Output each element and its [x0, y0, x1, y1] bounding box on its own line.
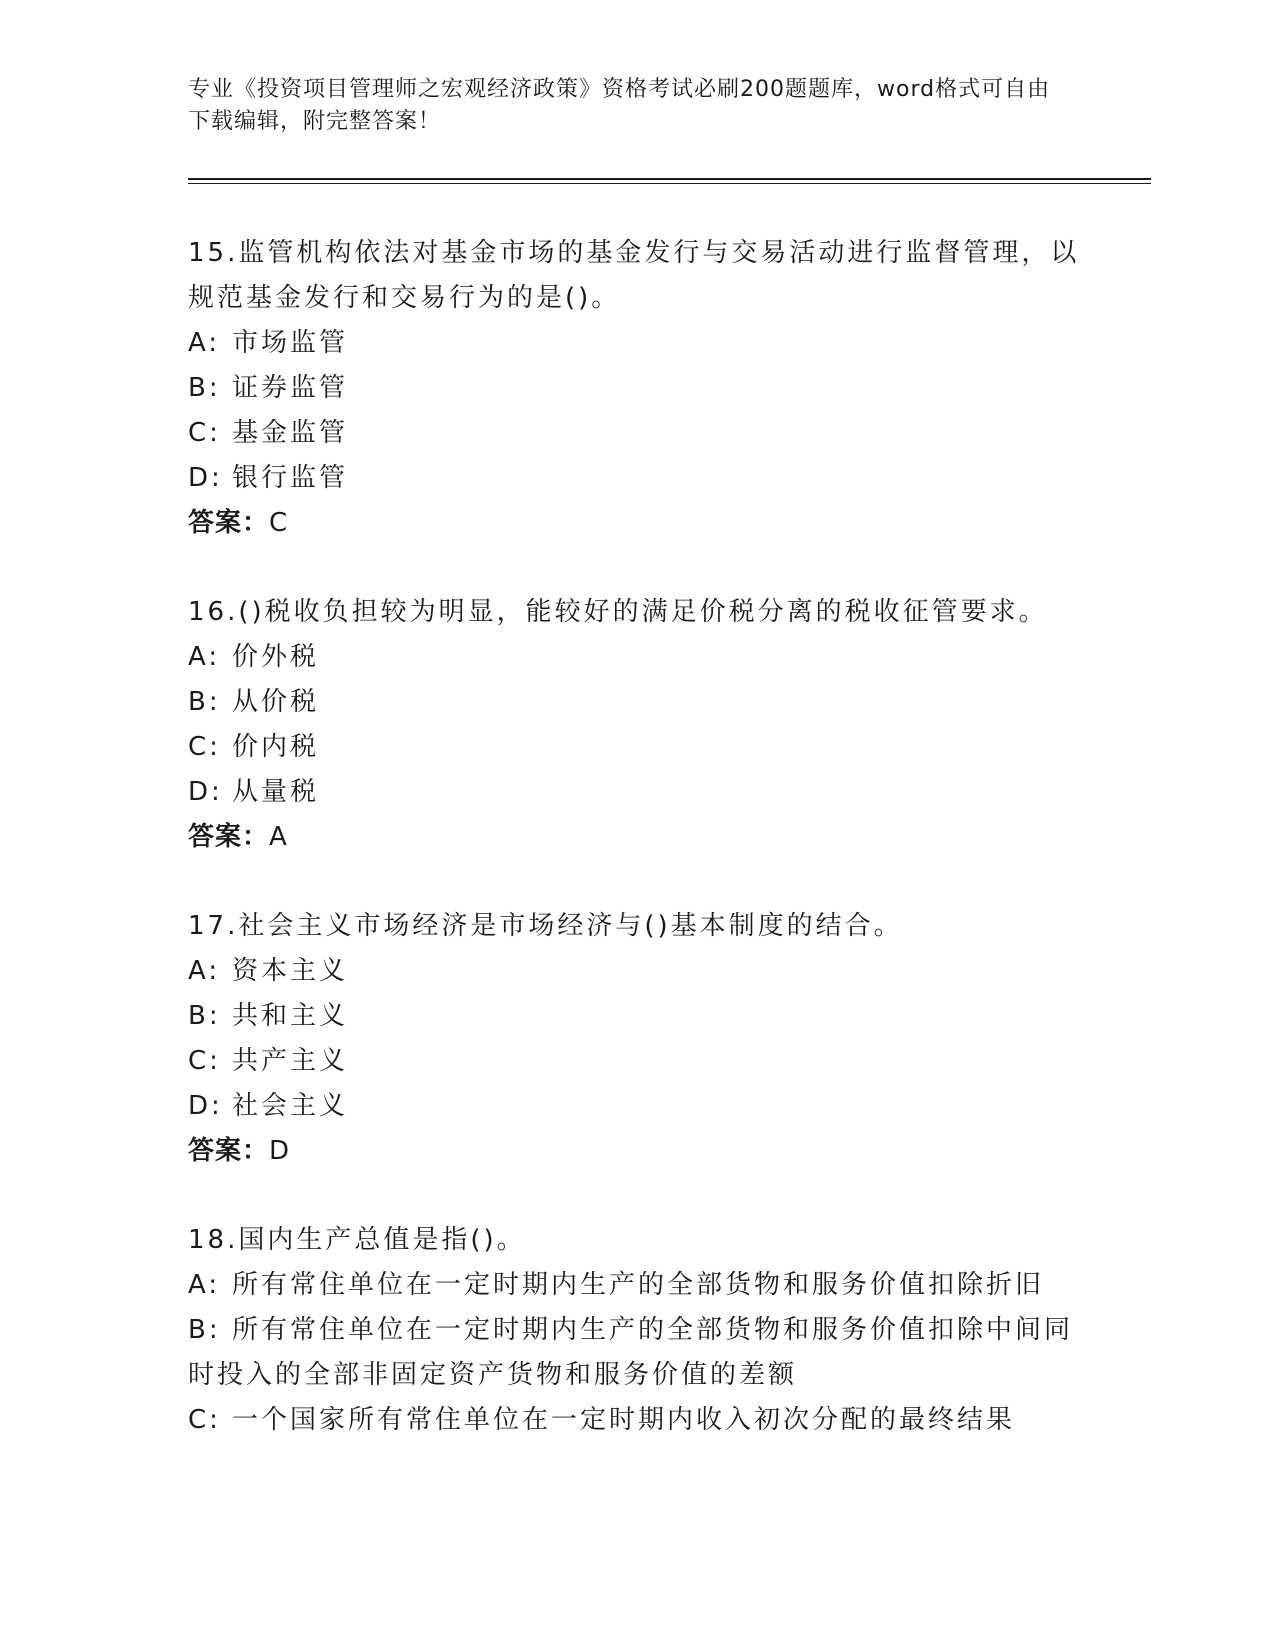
question-stem: 17.社会主义市场经济是市场经济与()基本制度的结合。	[188, 911, 903, 941]
question-17	[188, 904, 1088, 1174]
option-letter: D:	[188, 777, 223, 807]
answer-label: 答案：	[188, 508, 270, 538]
option-letter: A:	[188, 642, 221, 672]
option-d	[188, 1084, 1088, 1129]
answer-label: 答案：	[188, 822, 270, 852]
option-text: 从价税	[232, 687, 320, 717]
option-letter: C:	[188, 418, 221, 448]
option-a	[188, 1263, 1088, 1308]
option-letter: D:	[188, 1091, 223, 1121]
answer-line	[188, 501, 1088, 546]
option-a	[188, 321, 1088, 366]
header-divider-thin	[188, 183, 1151, 184]
option-text: 从量税	[232, 777, 320, 807]
option-letter: A:	[188, 956, 221, 986]
option-letter: C:	[188, 1405, 221, 1435]
option-letter: B:	[188, 1001, 221, 1031]
option-c	[188, 411, 1088, 456]
option-b	[188, 1308, 1088, 1398]
option-letter: C:	[188, 1046, 221, 1076]
option-b	[188, 994, 1088, 1039]
option-a	[188, 635, 1088, 680]
option-c	[188, 1398, 1088, 1443]
option-text: 价内税	[232, 732, 320, 762]
answer-label: 答案：	[188, 1136, 270, 1166]
option-text: 基金监管	[232, 418, 349, 448]
option-a	[188, 949, 1088, 994]
option-text: 价外税	[232, 642, 320, 672]
question-stem: 18.国内生产总值是指()。	[188, 1225, 526, 1255]
answer-line	[188, 815, 1088, 860]
option-text: 证券监管	[232, 373, 349, 403]
option-text: 共和主义	[232, 1001, 349, 1031]
header-divider	[188, 178, 1151, 180]
option-letter: B:	[188, 687, 221, 717]
option-letter: B:	[188, 1315, 221, 1345]
option-letter: D:	[188, 463, 223, 493]
option-text: 共产主义	[232, 1046, 349, 1076]
question-15	[188, 231, 1088, 546]
option-text: 银行监管	[232, 463, 349, 493]
option-b	[188, 680, 1088, 725]
question-stem: 16.()税收负担较为明显，能较好的满足价税分离的税收征管要求。	[188, 597, 1048, 627]
option-d	[188, 456, 1088, 501]
option-letter: C:	[188, 732, 221, 762]
option-text: 所有常住单位在一定时期内生产的全部货物和服务价值扣除折旧	[232, 1270, 1045, 1300]
option-text: 社会主义	[232, 1091, 349, 1121]
answer-line	[188, 1129, 1088, 1174]
answer-value: D	[269, 1136, 291, 1166]
option-letter: A:	[188, 328, 221, 358]
option-text: 市场监管	[232, 328, 349, 358]
question-18	[188, 1218, 1088, 1443]
option-d	[188, 770, 1088, 815]
option-text: 资本主义	[232, 956, 349, 986]
option-letter: A:	[188, 1270, 221, 1300]
option-c	[188, 1039, 1088, 1084]
option-text: 一个国家所有常住单位在一定时期内收入初次分配的最终结果	[232, 1405, 1016, 1435]
document-header: 专业《投资项目管理师之宏观经济政策》资格考试必刷200题题库，word格式可自由下载编辑，附完整答案！	[188, 77, 1051, 134]
option-text: 所有常住单位在一定时期内生产的全部货物和服务价值扣除中间同时投入的全部非固定资产货物和服务价值的差额	[188, 1315, 1074, 1390]
option-letter: B:	[188, 373, 221, 403]
question-list	[188, 231, 1088, 1487]
option-b	[188, 366, 1088, 411]
answer-value: C	[269, 508, 289, 538]
option-c	[188, 725, 1088, 770]
question-stem: 15.监管机构依法对基金市场的基金发行与交易活动进行监督管理，以规范基金发行和交易行为的是()。	[188, 238, 1080, 313]
answer-value: A	[269, 822, 288, 852]
question-16	[188, 590, 1088, 860]
